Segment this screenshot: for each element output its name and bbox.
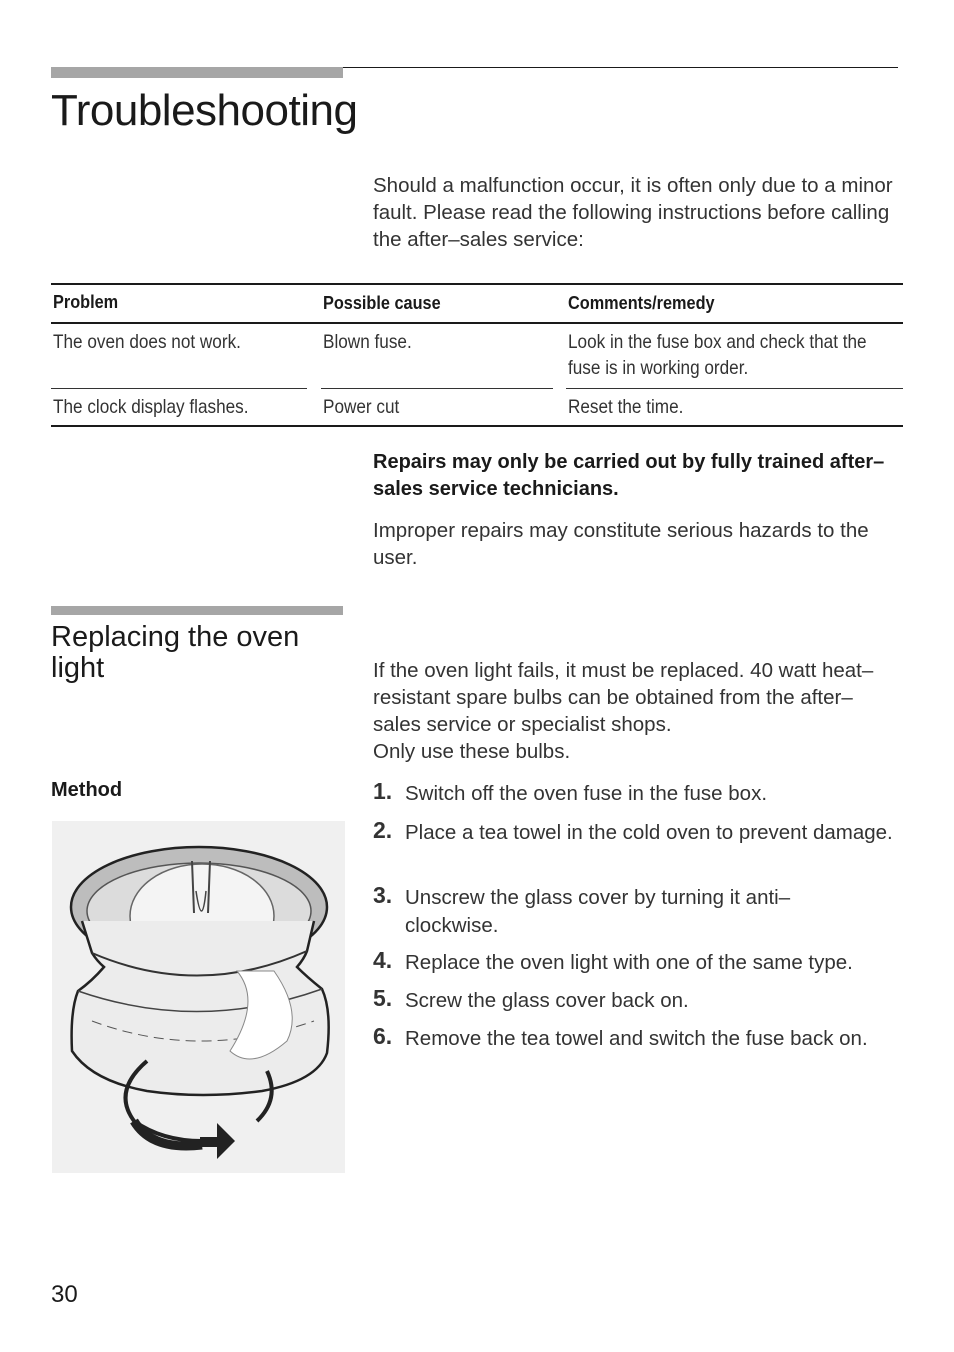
cell-problem: The oven does not work. — [53, 331, 241, 353]
cell-remedy-line: fuse is in working order. — [568, 357, 749, 379]
cell-problem: The clock display flashes. — [53, 396, 249, 418]
step-number: 6. — [373, 1023, 393, 1049]
table-bottom-rule — [51, 425, 903, 427]
header-problem: Problem — [53, 291, 119, 312]
row-divider-remedy — [566, 388, 903, 389]
header-possible-cause: Possible cause — [323, 292, 441, 313]
step-number: 3. — [373, 882, 393, 908]
section-paragraph — [373, 657, 898, 765]
section-text-note: Only use these bulbs. — [373, 740, 571, 763]
oven-light-illustration — [52, 821, 345, 1173]
step-text: Place a tea towel in the cold oven to prevent damage. — [405, 821, 893, 844]
cell-remedy-line: Reset the time. — [568, 396, 684, 418]
step-number: 5. — [373, 985, 393, 1011]
section-accent-bar — [51, 606, 343, 615]
cell-cause: Power cut — [323, 396, 400, 418]
header-rule — [343, 67, 898, 68]
step-number: 2. — [373, 817, 393, 843]
warning-text: Improper repairs may constitute serious hazards to the user. — [373, 519, 869, 569]
step-text: Replace the oven light with one of the same type. — [405, 951, 853, 974]
header-accent-bar — [51, 67, 343, 78]
step-number: 4. — [373, 947, 393, 973]
cell-cause: Blown fuse. — [323, 331, 412, 353]
method-label: Method — [51, 779, 123, 801]
row-divider-problem — [51, 388, 307, 389]
table-top-rule — [51, 283, 903, 285]
page-title: Troubleshooting — [51, 86, 358, 135]
section-title: Replacing the oven light — [51, 621, 300, 684]
glass-cover-icon — [52, 821, 345, 1173]
row-divider-cause — [321, 388, 553, 389]
step-number: 1. — [373, 778, 393, 804]
cell-remedy-line: Look in the fuse box and check that the — [568, 331, 867, 353]
step-text: Switch off the oven fuse in the fuse box. — [405, 782, 768, 805]
page-number: 30 — [51, 1281, 78, 1308]
step-text: Remove the tea towel and switch the fuse back on. — [405, 1027, 868, 1050]
warning-bold-text: Repairs may only be carried out by fully trained after–sales service technicians. — [373, 451, 885, 500]
table-header-rule — [51, 322, 903, 324]
section-text: If the oven light fails, it must be replaced. 40 watt heat–resistant spare bulbs can be obtained from the after–sales service or specialist shops. — [373, 659, 874, 736]
intro-paragraph: Should a malfunction occur, it is often only due to a minor fault. Please read the following instructions before calling the after–sales service: — [373, 174, 893, 251]
step-text: Unscrew the glass cover by turning it anti– clockwise. — [405, 886, 791, 937]
header-comments-remedy: Comments/remedy — [568, 292, 715, 313]
step-text: Screw the glass cover back on. — [405, 989, 689, 1012]
